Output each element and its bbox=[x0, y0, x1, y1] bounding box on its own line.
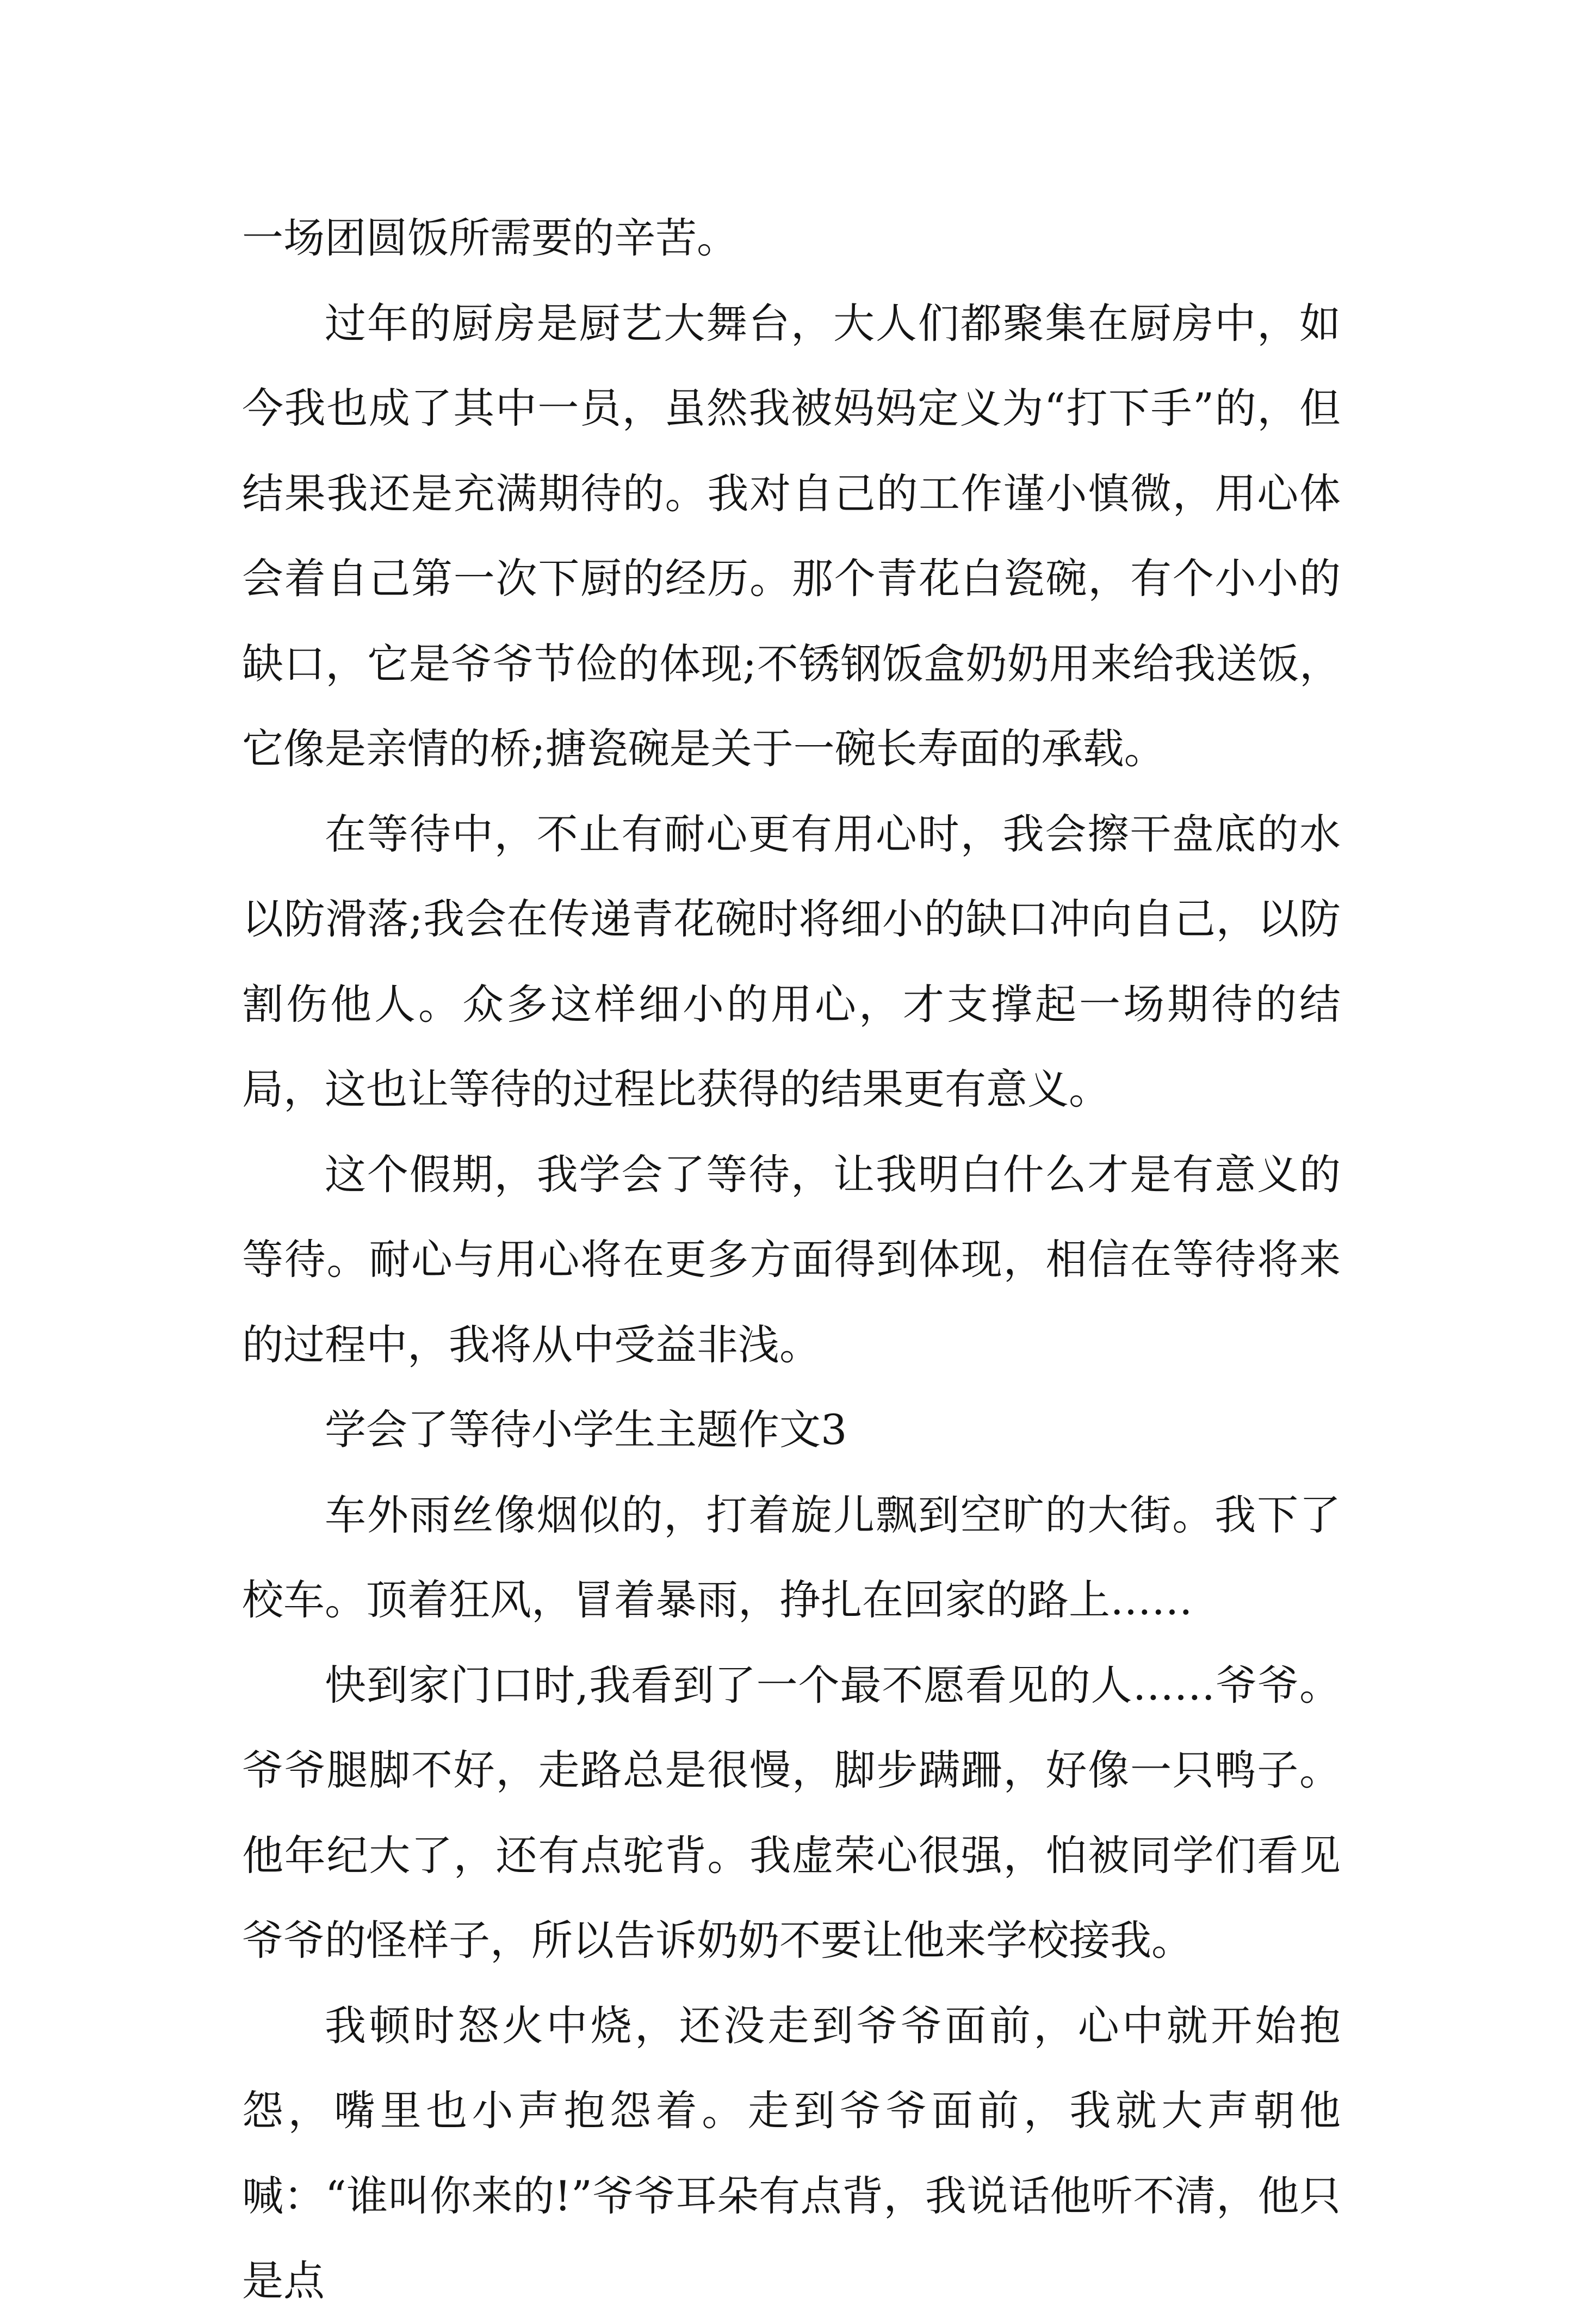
paragraph: 一场团圆饭所需要的辛苦。 bbox=[242, 214, 738, 262]
paragraph: 车外雨丝像烟似的，打着旋儿飘到空旷的大街。我下了校车。顶着狂风，冒着暴雨，挣扎在回家的路上…… bbox=[242, 1490, 1341, 1624]
paragraph: 我顿时怒火中烧，还没走到爷爷面前，心中就开始抱怨，嘴里也小声抱怨着。走到爷爷面前，我就大声朝他喊：“谁叫你来的!”爷爷耳朵有点背，我说话他听不清，他只是点 bbox=[242, 2001, 1341, 2305]
paragraph: 在等待中，不止有耐心更有用心时，我会擦干盘底的水以防滑落;我会在传递青花碗时将细小的缺口冲向自己，以防割伤他人。众多这样细小的用心，才支撑起一场期待的结局，这也让等待的过程比获得的结果更有意义。 bbox=[242, 809, 1341, 1113]
paragraph: 这个假期，我学会了等待，让我明白什么才是有意义的等待。耐心与用心将在更多方面得到体现，相信在等待将来的过程中，我将从中受益非浅。 bbox=[242, 1150, 1341, 1369]
paragraph: 快到家门口时,我看到了一个最不愿看见的人……爷爷。爷爷腿脚不好，走路总是很慢，脚步蹒跚，好像一只鸭子。他年纪大了，还有点驼背。我虚荣心很强，怕被同学们看见爷爷的怪样子，所以告诉奶奶不要让他来学校接我。 bbox=[242, 1660, 1341, 1964]
document-body bbox=[242, 196, 1341, 2324]
section-heading: 学会了等待小学生主题作文3 bbox=[325, 1405, 847, 1454]
paragraph: 过年的厨房是厨艺大舞台，大人们都聚集在厨房中，如今我也成了其中一员，虽然我被妈妈定义为“打下手”的，但结果我还是充满期待的。我对自己的工作谨小慎微，用心体会着自己第一次下厨的经历。那个青花白瓷碗，有个小小的缺口，它是爷爷节俭的体现;不锈钢饭盒奶奶用来给我送饭，它像是亲情的桥;搪瓷碗是关于一碗长寿面的承载。 bbox=[242, 299, 1341, 773]
